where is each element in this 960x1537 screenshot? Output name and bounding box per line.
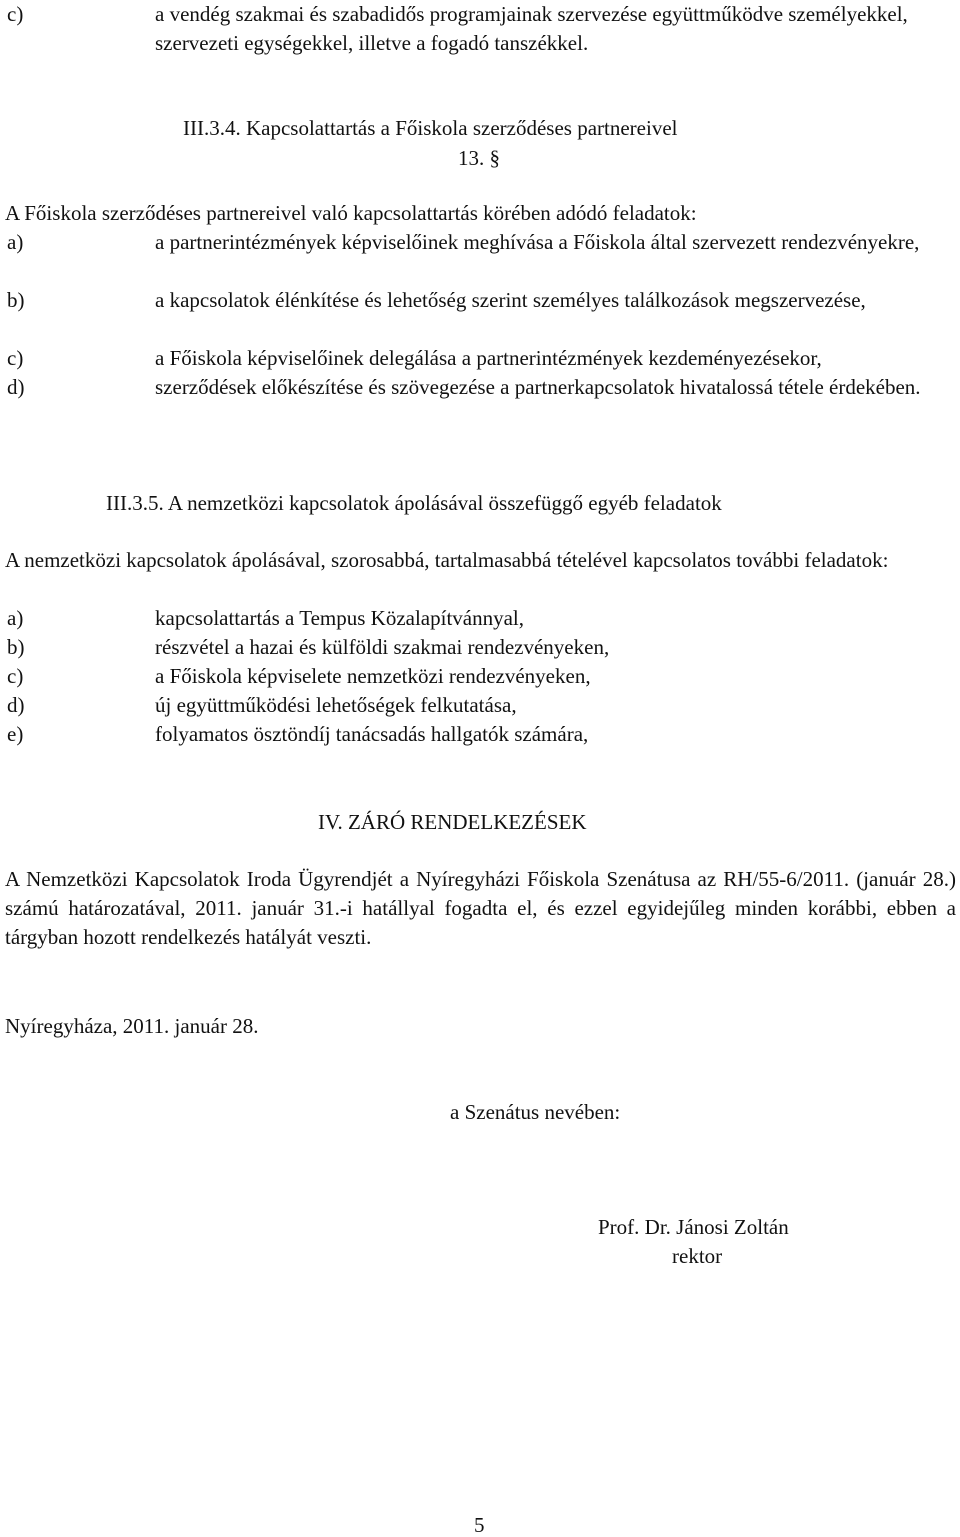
list-item-text: a partnerintézmények képviselőinek meghívása a Főiskola által szervezett rendezvényekre, bbox=[155, 230, 920, 254]
page-number: 5 bbox=[474, 1513, 485, 1537]
signer-name: Prof. Dr. Jánosi Zoltán bbox=[598, 1215, 789, 1239]
place-date: Nyíregyháza, 2011. január 28. bbox=[5, 1014, 259, 1038]
list-item-label: b) bbox=[7, 288, 25, 312]
list-item-text: részvétel a hazai és külföldi szakmai rendezvényeken, bbox=[155, 635, 610, 659]
list-item-label: c) bbox=[7, 2, 24, 26]
list-item-text: a Főiskola képviselőinek delegálása a partnerintézmények kezdeményezésekor, bbox=[155, 346, 822, 370]
list-item-label: c) bbox=[7, 664, 24, 688]
signer-title: rektor bbox=[672, 1244, 723, 1268]
on-behalf: a Szenátus nevében: bbox=[450, 1100, 621, 1124]
list-item-text: a kapcsolatok élénkítése és lehetőség szerint személyes találkozások megszervezése, bbox=[155, 288, 866, 312]
list-item-text: szerződések előkészítése és szövegezése a partnerkapcsolatok hivatalossá tétele érdekében. bbox=[155, 375, 921, 399]
paragraph-number: 13. § bbox=[458, 146, 500, 170]
list-item-label: d) bbox=[7, 693, 25, 717]
list-item-label: e) bbox=[7, 722, 24, 746]
list-item-text: a Főiskola képviselete nemzetközi rendezvényeken, bbox=[155, 664, 591, 688]
section-intro: A Főiskola szerződéses partnereivel való kapcsolattartás körében adódó feladatok: bbox=[5, 201, 697, 225]
list-item-text: kapcsolattartás a Tempus Közalapítvánnyal, bbox=[155, 606, 525, 630]
list-item-label: a) bbox=[7, 230, 24, 254]
section-heading: III.3.4. Kapcsolattartás a Főiskola szerződéses partnereivel bbox=[183, 116, 678, 140]
list-item-label: b) bbox=[7, 635, 25, 659]
list-item-text: a vendég szakmai és szabadidős programjainak szervezése együttműködve személyekkel, szervezeti egységekkel, illetve a fogadó tanszékkel. bbox=[155, 2, 908, 55]
section-heading: III.3.5. A nemzetközi kapcsolatok ápolásával összefüggő egyéb feladatok bbox=[106, 491, 722, 515]
section-intro: A nemzetközi kapcsolatok ápolásával, szorosabbá, tartalmasabbá tételével kapcsolatos további feladatok: bbox=[5, 548, 889, 572]
list-item-label: a) bbox=[7, 606, 24, 630]
closing-paragraph: A Nemzetközi Kapcsolatok Iroda Ügyrendjét a Nyíregyházi Főiskola Szenátusa az RH/55-6/2011. (január 28.) számú határozatával, 2011. január 31.-i hatállyal fogadta el, és ezzel egyidejűleg minden korábbi, ebben a tárgyban hozott rendelkezés hatályát veszti. bbox=[5, 867, 956, 949]
list-item-text: új együttműködési lehetőségek felkutatása, bbox=[155, 693, 517, 717]
chapter-heading: IV. ZÁRÓ RENDELKEZÉSEK bbox=[318, 810, 587, 834]
list-item-label: c) bbox=[7, 346, 24, 370]
list-item-text: folyamatos ösztöndíj tanácsadás hallgatók számára, bbox=[155, 722, 589, 746]
list-item-label: d) bbox=[7, 375, 25, 399]
